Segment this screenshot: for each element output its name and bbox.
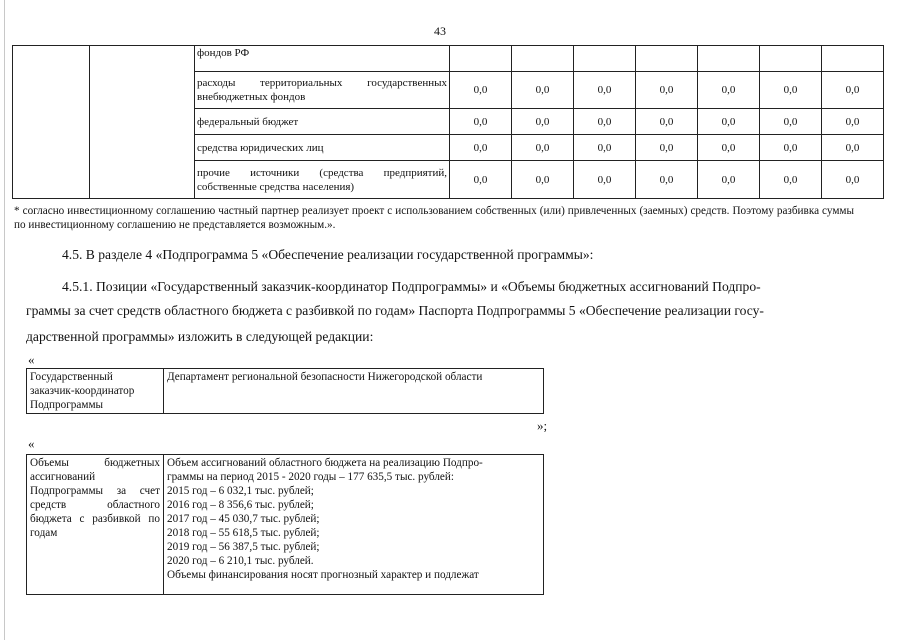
row-label: федеральный бюджет [195, 109, 450, 135]
coordinator-table [26, 368, 544, 414]
cell-value: 0,0 [698, 109, 760, 135]
cell-value: 0,0 [450, 72, 512, 109]
row-label: средства юридических лиц [195, 135, 450, 161]
cell-value: 0,0 [512, 109, 574, 135]
cell-value: 0,0 [760, 72, 822, 109]
cell-value: 0,0 [636, 109, 698, 135]
cell-value: 0,0 [450, 135, 512, 161]
row-label: прочие источники (средства предприятий, собственные средства населения) [195, 161, 450, 199]
cell-value: 0,0 [822, 161, 884, 199]
cell-value: 0,0 [698, 161, 760, 199]
budget-value [164, 455, 544, 595]
cell-value: 0,0 [698, 72, 760, 109]
budget-line: 2018 год – 55 618,5 тыс. рублей; [167, 527, 320, 539]
budget-line: 2015 год – 6 032,1 тыс. рублей; [167, 485, 314, 497]
paragraph-4-5-1-line3: дарственной программы» изложить в следующей редакции: [26, 329, 374, 344]
cell-value: 0,0 [450, 161, 512, 199]
cell-value: 0,0 [822, 135, 884, 161]
cell-value: 0,0 [512, 135, 574, 161]
row-label: расходы территориальных государственных внебюджетных фондов [195, 72, 450, 109]
cell-value: 0,0 [760, 109, 822, 135]
cell-value: 0,0 [450, 109, 512, 135]
paragraph-4-5: 4.5. В разделе 4 «Подпрограмма 5 «Обеспечение реализации государственной программы»: [62, 247, 594, 262]
cell-value: 0,0 [636, 72, 698, 109]
cell-value: 0,0 [760, 135, 822, 161]
close-quote: »; [537, 418, 548, 433]
cell-value: 0,0 [698, 135, 760, 161]
table-row [27, 455, 544, 595]
cell-value: 0,0 [512, 72, 574, 109]
cell-value: 0,0 [760, 161, 822, 199]
coordinator-value: Департамент региональной безопасности Нижегородской области [164, 369, 544, 414]
budget-line: Объем ассигнований областного бюджета на реализацию Подпро- [167, 457, 483, 469]
row-label: фондов РФ [195, 46, 450, 72]
paragraph-4-5-1-line1: 4.5.1. Позиции «Государственный заказчик-координатор Подпрограммы» и «Объемы бюджетных ассигнований Подпро- [62, 279, 761, 294]
page-edge-line [4, 0, 5, 640]
cell-value: 0,0 [574, 161, 636, 199]
empty-cell [13, 46, 90, 199]
budget-line: 2017 год – 45 030,7 тыс. рублей; [167, 513, 320, 525]
empty-cell [90, 46, 195, 199]
open-quote: « [28, 352, 35, 367]
budget-line: 2020 год – 6 210,1 тыс. рублей. [167, 555, 314, 567]
footnote: * согласно инвестиционному соглашению частный партнер реализует проект с использованием собственных (или) привлеченных (заемных) средств. Поэтому разбивка суммы по инвестиционному соглашению не представляется возможным.». [14, 205, 854, 231]
cell-value: 0,0 [574, 72, 636, 109]
cell-value: 0,0 [636, 161, 698, 199]
budget-line: 2019 год – 56 387,5 тыс. рублей; [167, 541, 320, 553]
cell-value: 0,0 [636, 135, 698, 161]
funding-sources-table [12, 45, 884, 199]
budget-line: Объемы финансирования носят прогнозный характер и подлежат [167, 569, 479, 581]
cell-value: 0,0 [822, 72, 884, 109]
page-number: 43 [434, 24, 446, 38]
budget-line: 2016 год – 8 356,6 тыс. рублей; [167, 499, 314, 511]
cell-value: 0,0 [822, 109, 884, 135]
cell-value: 0,0 [512, 161, 574, 199]
table-row [27, 369, 544, 414]
budget-label: Объемы бюджетных ассигнований Подпрограммы за счет средств областного бюджета с разбивкой по годам [27, 455, 164, 595]
coordinator-label: Государственный заказчик-координатор Подпрограммы [27, 369, 164, 414]
cell-value: 0,0 [574, 135, 636, 161]
budget-table [26, 454, 544, 595]
open-quote: « [28, 436, 35, 451]
budget-line: граммы на период 2015 - 2020 годы – 177 635,5 тыс. рублей: [167, 471, 454, 483]
table-row [13, 46, 884, 72]
paragraph-4-5-1-line2: граммы за счет средств областного бюджета с разбивкой по годам» Паспорта Подпрограммы 5 «Обеспечение реализации госу- [26, 303, 764, 318]
cell-value: 0,0 [574, 109, 636, 135]
